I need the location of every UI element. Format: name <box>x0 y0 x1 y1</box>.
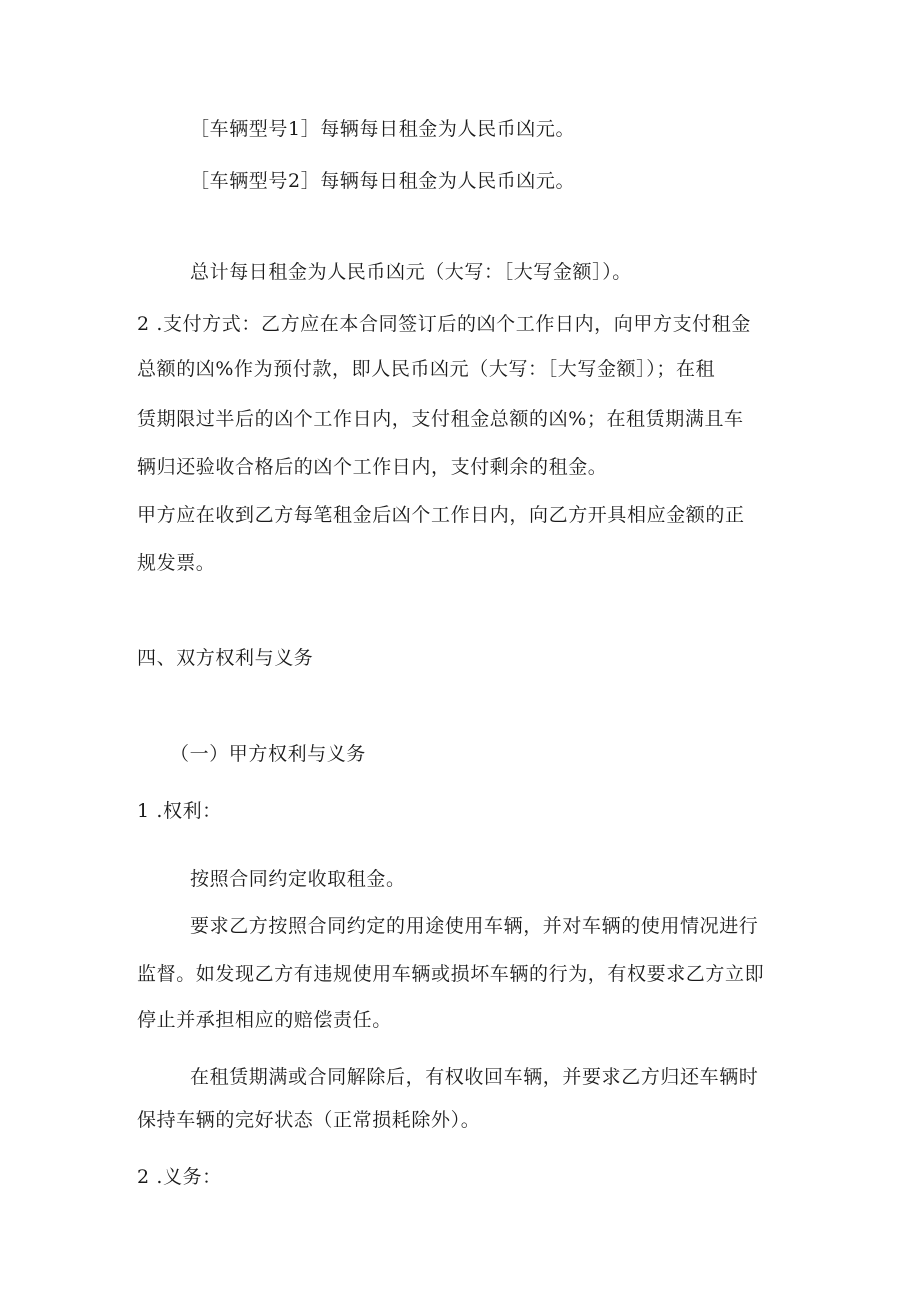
section-heading: 四、双方权利与义务 <box>137 647 314 669</box>
right-item-continuation: 监督。如发现乙方有违规使用车辆或损坏车辆的行为，有权要求乙方立即 <box>137 963 765 985</box>
obligations-label: 2 .义务： <box>137 1166 222 1188</box>
rate-line-model-1: ［车辆型号1］每辆每日租金为人民币凶元。 <box>190 118 576 140</box>
subsection-heading: （一）甲方权利与义务 <box>170 743 367 765</box>
right-item-continuation: 保持车辆的完好状态（正常损耗除外）。 <box>137 1109 481 1131</box>
payment-clause-line: 赁期限过半后的凶个工作日内，支付租金总额的凶%；在租赁期满且车 <box>137 408 744 430</box>
payment-clause-line: 辆归还验收合格后的凶个工作日内，支付剩余的租金。 <box>137 456 608 478</box>
invoice-clause-line: 甲方应在收到乙方每笔租金后凶个工作日内，向乙方开具相应金额的正 <box>137 504 745 526</box>
rights-label: 1 .权利： <box>137 800 222 822</box>
right-item-continuation: 停止并承担相应的赔偿责任。 <box>137 1009 392 1031</box>
right-item: 要求乙方按照合同约定的用途使用车辆，并对车辆的使用情况进行 <box>190 915 759 937</box>
right-item: 按照合同约定收取租金。 <box>190 868 406 890</box>
payment-clause-line: 2 .支付方式：乙方应在本合同签订后的凶个工作日内，向甲方支付租金 <box>137 313 751 335</box>
invoice-clause-line: 规发票。 <box>137 552 216 574</box>
total-rent-line: 总计每日租金为人民币凶元（大写：［大写金额］）。 <box>190 261 632 283</box>
right-item: 在租赁期满或合同解除后，有权收回车辆，并要求乙方归还车辆时 <box>190 1066 759 1088</box>
payment-clause-line: 总额的凶%作为预付款，即人民币凶元（大写：［大写金额］）；在租 <box>137 358 716 380</box>
rate-line-model-2: ［车辆型号2］每辆每日租金为人民币凶元。 <box>190 170 576 192</box>
